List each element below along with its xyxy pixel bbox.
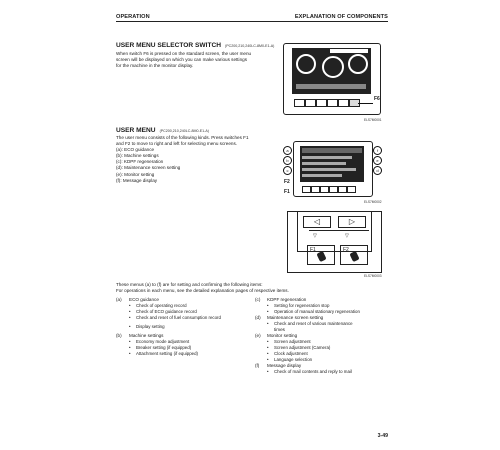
chapter-header: EXPLANATION OF COMPONENTS — [294, 14, 388, 20]
monitor-button — [338, 99, 349, 107]
section2-body — [116, 135, 286, 184]
monitor-screen — [292, 48, 371, 94]
menu-b-label: (b) — [116, 333, 122, 338]
f2-label: F2 — [284, 179, 290, 185]
gauge-icon — [322, 56, 344, 78]
menu-kind: (a): ECO guidance — [116, 147, 155, 153]
menu-tab-bar — [302, 148, 362, 153]
menu-f-title: Message display — [267, 363, 302, 368]
divider — [309, 230, 369, 231]
body-line: For operations in each menu, see the detailed explanation pages of respective items. — [116, 288, 289, 294]
menu-d-item-cont: times — [274, 327, 285, 332]
menu-row — [302, 174, 342, 177]
callout-d: d — [373, 166, 382, 175]
callout-f: f — [373, 146, 382, 155]
f1-button — [307, 245, 335, 265]
menu-kind: (b): Machine settings — [116, 153, 159, 159]
menu-f-item: • Check of mail contents and reply to mail — [274, 369, 352, 375]
menu-d-title: Maintenance screen setting — [267, 315, 324, 320]
menu-c-item: • Setting for regeneration stop — [274, 303, 329, 309]
gauge-icon — [348, 54, 368, 74]
menu-e-item: • Screen adjustment (Camera) — [274, 345, 330, 351]
menu-kind: (e): Monitor setting — [116, 171, 155, 177]
callout-a: a — [283, 146, 292, 155]
f2-label: F2 — [343, 247, 349, 253]
menu-row — [302, 156, 352, 159]
callout-c: c — [283, 166, 292, 175]
heading-text: USER MENU SELECTOR SWITCH — [116, 42, 222, 49]
menu-d-item: • Check and reset of various maintenance — [274, 321, 353, 327]
menu-a-label: (a) — [116, 297, 122, 302]
section-header: OPERATION — [116, 14, 150, 20]
heading-code: (PC200,210,240LC-8M0-E1-A) — [225, 44, 275, 48]
menu-kind: (c): KDPF regeneration — [116, 159, 164, 165]
menu-c-label: (c) — [255, 297, 261, 302]
header-rule — [116, 21, 388, 22]
menu-e-label: (e) — [255, 333, 261, 338]
menus-intro — [116, 282, 388, 294]
menu-kind: (d): Maintenance screen setting — [116, 165, 181, 171]
menu-b-item: • Breaker setting (if equipped) — [136, 345, 191, 351]
section1-body — [116, 51, 286, 69]
monitor-button — [327, 99, 338, 107]
hand-pointer-icon — [316, 251, 326, 262]
callout-e: e — [373, 156, 382, 165]
page-number: 3-49 — [377, 433, 388, 439]
right-arrow-icon: ▷ — [338, 216, 366, 228]
monitor-button — [305, 99, 316, 107]
menu-row — [302, 168, 356, 171]
user-menu-selector-switch-heading — [116, 42, 274, 49]
monitor-button — [329, 186, 338, 193]
heading-text: USER MENU — [116, 127, 156, 134]
figure-code: ELS7M0002 — [364, 200, 382, 204]
hand-pointer-icon — [349, 251, 359, 262]
body-line: for the machine in the monitor display. — [116, 63, 194, 69]
menu-a-item: • Check of operating record — [136, 303, 187, 309]
menu-e-item: • Language selection — [274, 357, 312, 363]
monitor-button — [302, 186, 311, 193]
menu-a-item: • Check of ECO guidance record — [136, 309, 197, 315]
menu-c-item: • Operation of manual stationary regeneration — [274, 309, 360, 315]
monitor-button — [311, 186, 320, 193]
menu-e-item: • Clock adjustment — [274, 351, 308, 357]
f6-label: F6 — [374, 96, 380, 102]
body-line: The user menu consists of the following kinds. Press switches F1 — [116, 135, 249, 140]
monitor-button — [347, 186, 356, 193]
callout-b: b — [283, 156, 292, 165]
body-line: and F2 to move to right and left for selecting menu screens. — [116, 141, 238, 147]
menu-e-item: • Screen adjustment — [274, 339, 311, 345]
menu-f-label: (f) — [255, 363, 260, 368]
menu-c-title: KDPF regeneration — [267, 297, 307, 302]
monitor-button — [320, 186, 329, 193]
monitor-button — [294, 99, 305, 107]
menu-a-item: • Display setting — [136, 324, 165, 330]
heading-code: (PC200,210,240LC-8M0-E1-A) — [159, 129, 209, 133]
menu-d-label: (d) — [255, 315, 261, 320]
menu-b-title: Machine settings — [129, 333, 164, 338]
body-line: These menus (a) to (f) are for setting and confirming the following items: — [116, 282, 263, 287]
down-arrow-icon: ▽ — [345, 233, 349, 239]
menu-screen — [300, 146, 364, 182]
menu-a-title: ECO guidance — [129, 297, 159, 302]
f1-label: F1 — [310, 247, 316, 253]
menu-e-title: Monitor setting — [267, 333, 298, 338]
down-arrow-icon: ▽ — [313, 233, 317, 239]
left-arrow-icon: ◁ — [303, 216, 331, 228]
monitor-button — [338, 186, 347, 193]
figure-code: ELS7M0001 — [364, 118, 382, 122]
menu-row — [302, 162, 346, 165]
monitor-button — [316, 99, 327, 107]
body-line: When switch F6 is pressed on the standard screen, the user menu — [116, 51, 252, 56]
user-menu-heading — [116, 127, 209, 134]
f2-button — [340, 245, 368, 265]
figure-code: ELS7M0003 — [364, 274, 382, 278]
menu-kind: (f): Message display — [116, 177, 158, 183]
function-bar — [296, 84, 366, 89]
f6-leader-line — [358, 103, 373, 104]
status-bar — [330, 49, 368, 53]
menu-a-item: • Check and reset of fuel consumption record — [136, 315, 221, 321]
body-line: screen will be displayed on which you can make various settings — [116, 57, 247, 63]
gauge-icon — [296, 54, 316, 74]
menu-b-item: • Attachment setting (if equipped) — [136, 351, 198, 357]
menu-b-item: • Economy mode adjustment — [136, 339, 189, 345]
f1-label: F1 — [284, 189, 290, 195]
